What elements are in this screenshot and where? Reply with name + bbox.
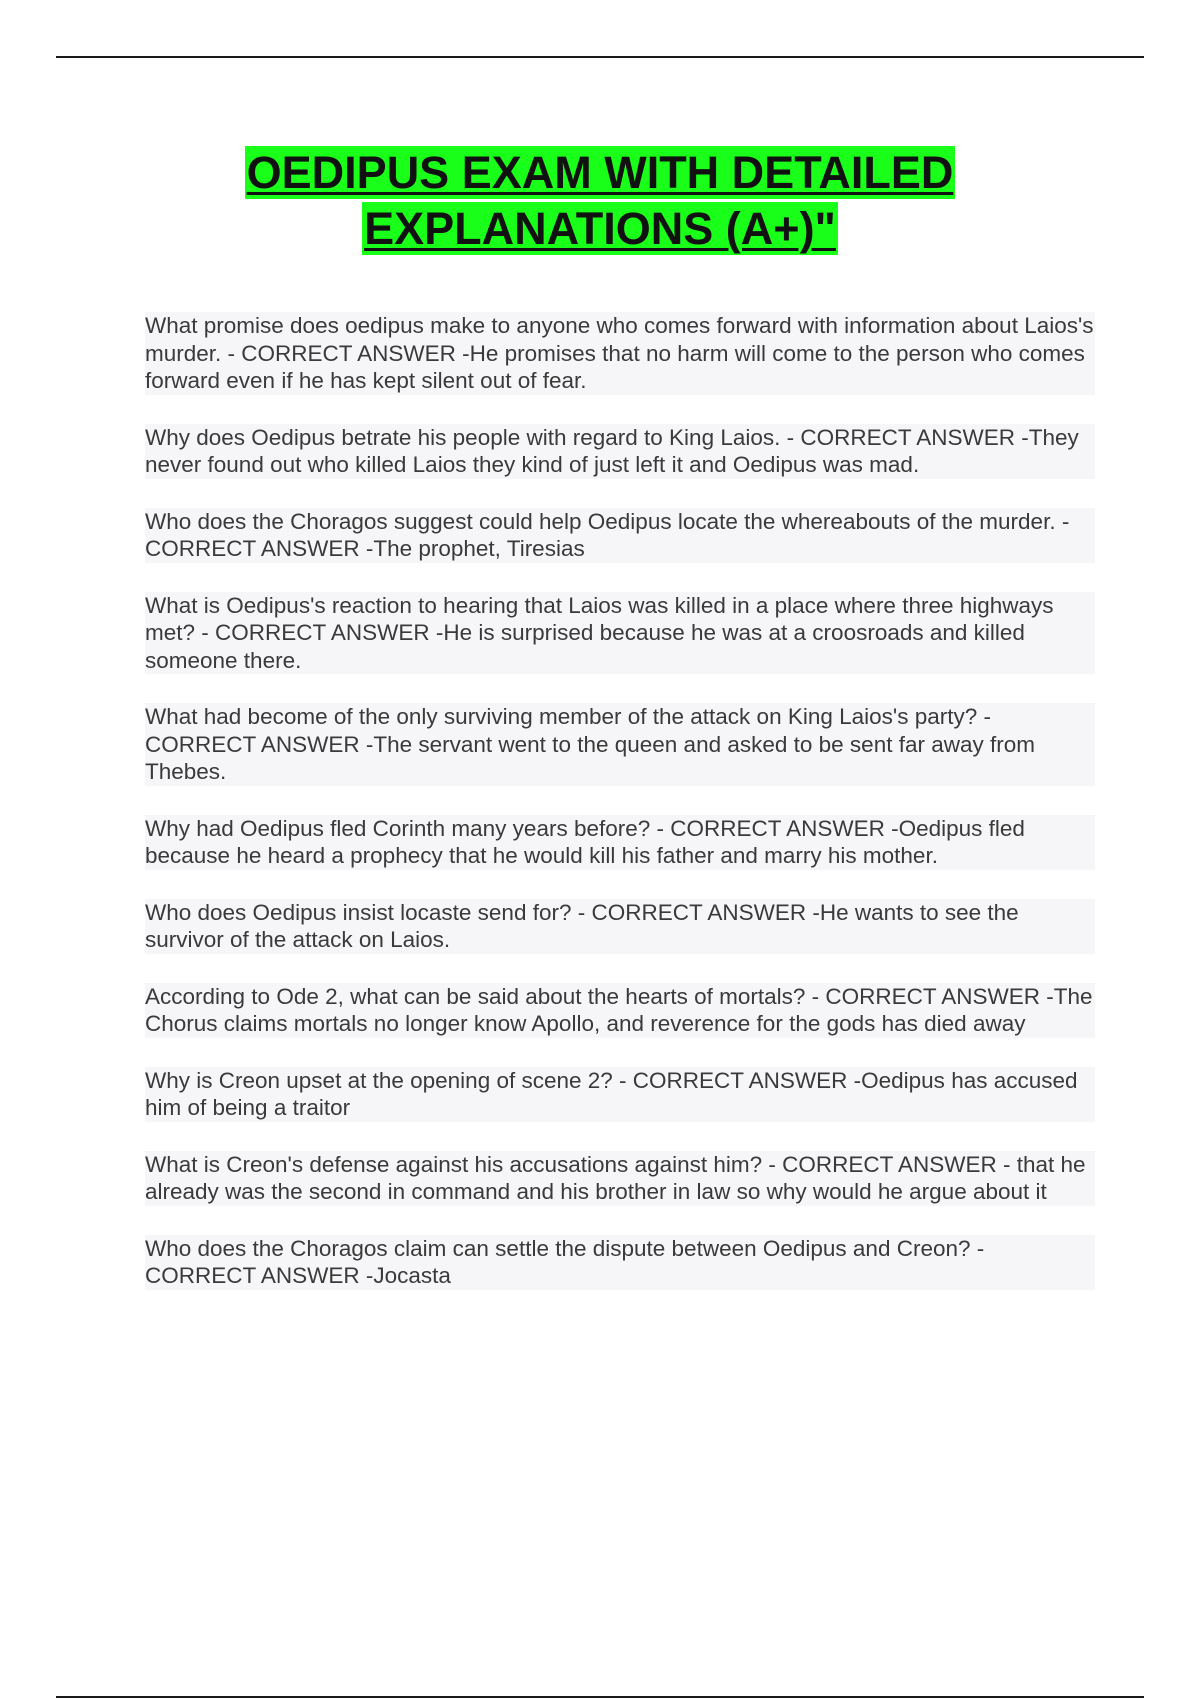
title-line-2: EXPLANATIONS (A+)" — [364, 203, 836, 254]
qa-item: Who does the Choragos suggest could help Oedipus locate the whereabouts of the murder. - CORRECT ANSWER -The prophet, Tiresias — [145, 508, 1095, 563]
bottom-rule — [56, 1696, 1144, 1698]
qa-item: Why had Oedipus fled Corinth many years before? - CORRECT ANSWER -Oedipus fled because he heard a prophecy that he would kill his father and marry his mother. — [145, 815, 1095, 870]
qa-item: Who does the Choragos claim can settle the dispute between Oedipus and Creon? - CORRECT ANSWER -Jocasta — [145, 1235, 1095, 1290]
qa-item: Who does Oedipus insist locaste send for? - CORRECT ANSWER -He wants to see the survivor of the attack on Laios. — [145, 899, 1095, 954]
top-rule — [56, 56, 1144, 58]
qa-item: What is Creon's defense against his accusations against him? - CORRECT ANSWER - that he already was the second in command and his brother in law so why would he argue about it — [145, 1151, 1095, 1206]
qa-item: Why does Oedipus betrate his people with regard to King Laios. - CORRECT ANSWER -They never found out who killed Laios they kind of just left it and Oedipus was mad. — [145, 424, 1095, 479]
question-answer-list — [145, 312, 1095, 1319]
qa-item: Why is Creon upset at the opening of scene 2? - CORRECT ANSWER -Oedipus has accused him of being a traitor — [145, 1067, 1095, 1122]
title-line-1: OEDIPUS EXAM WITH DETAILED — [246, 147, 954, 198]
qa-item: What promise does oedipus make to anyone who comes forward with information about Laios's murder. - CORRECT ANSWER -He promises that no harm will come to the person who comes forward even if he has kept silent out of fear. — [145, 313, 1094, 393]
qa-item: What is Oedipus's reaction to hearing that Laios was killed in a place where three highways met? - CORRECT ANSWER -He is surprised because he was at a croosroads and killed someone there. — [145, 592, 1095, 675]
qa-item: According to Ode 2, what can be said about the hearts of mortals? - CORRECT ANSWER -The Chorus claims mortals no longer know Apollo, and reverence for the gods has died away — [145, 983, 1095, 1038]
qa-item: What had become of the only surviving member of the attack on King Laios's party? - CORRECT ANSWER -The servant went to the queen and asked to be sent far away from Thebes. — [145, 703, 1095, 786]
document-title — [0, 146, 1200, 258]
